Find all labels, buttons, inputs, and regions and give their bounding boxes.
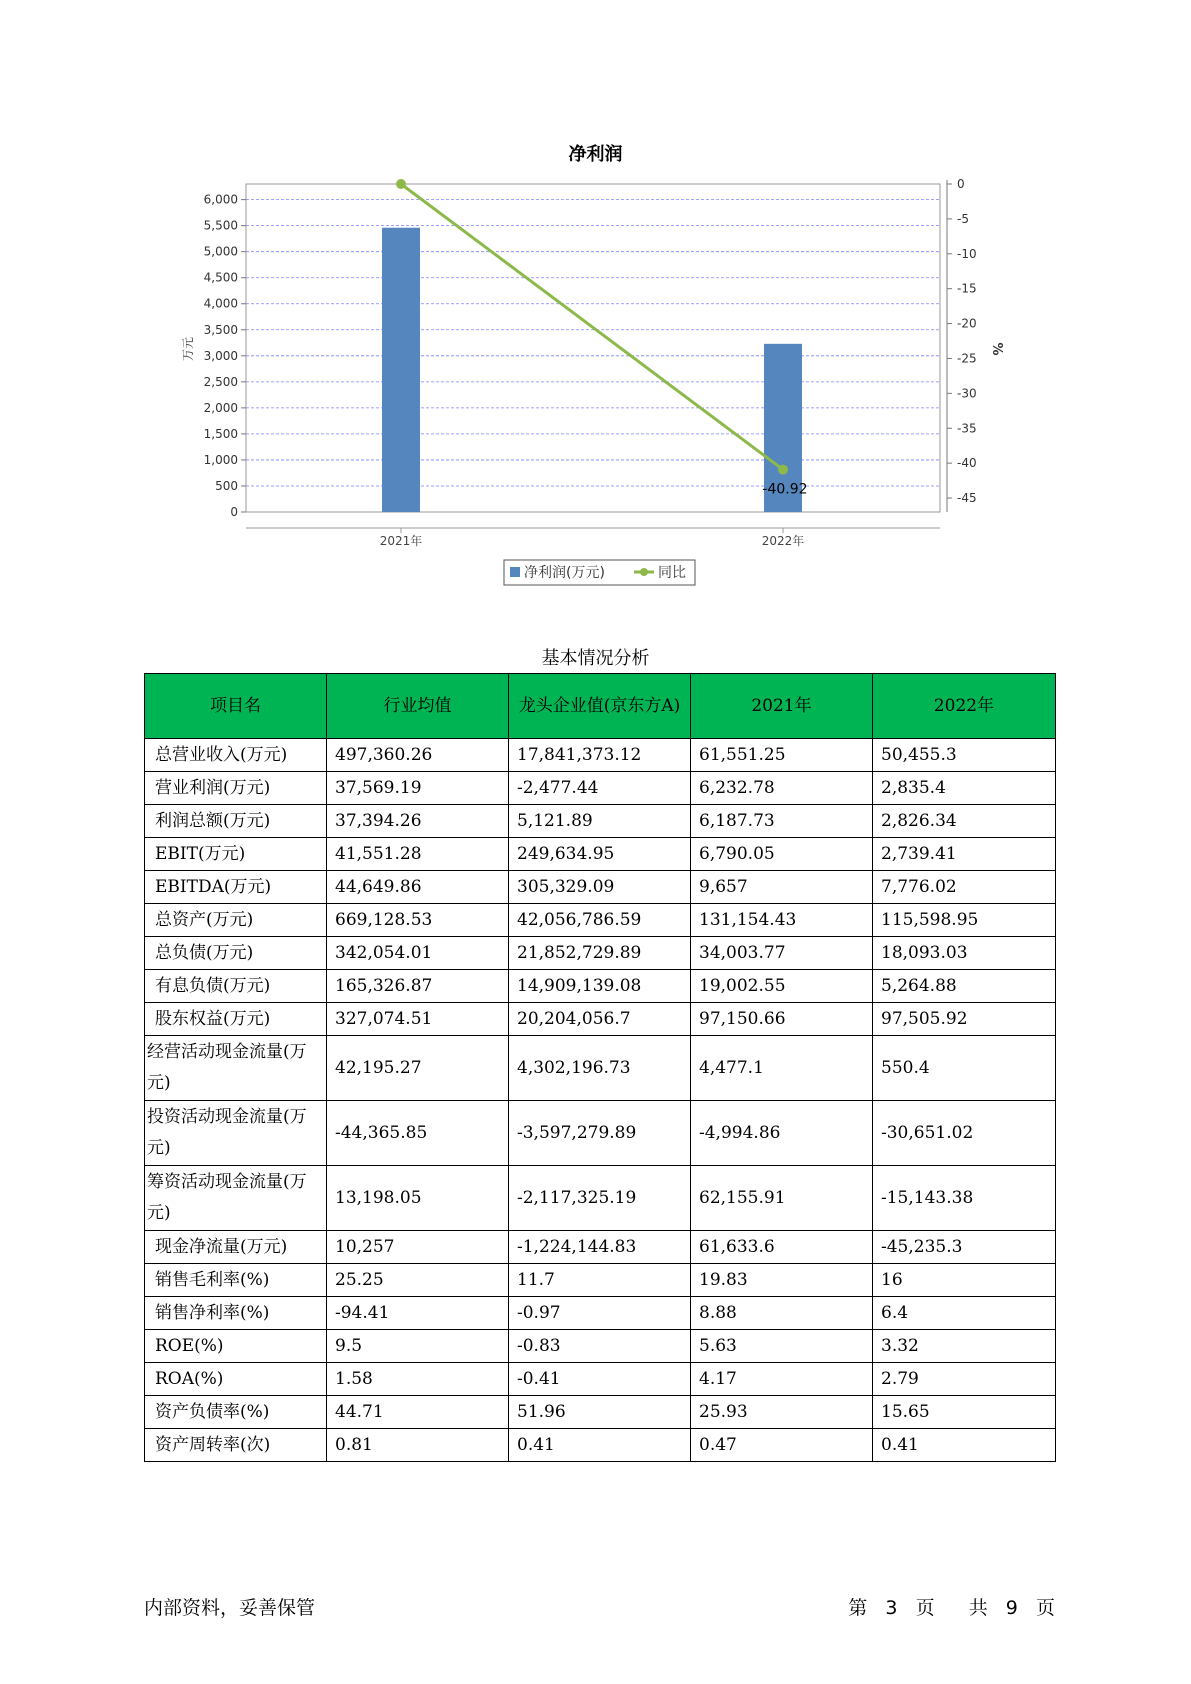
table-row [145,838,1056,871]
y-axis-label: 万元 [181,336,195,362]
table-cell: 6,187.73 [691,805,873,838]
table-cell: 9.5 [327,1330,509,1363]
row-label: EBITDA(万元) [145,871,327,904]
row-label: 资产负债率(%) [145,1396,327,1429]
y2-tick-label: -45 [957,491,977,506]
table-cell: 8.88 [691,1297,873,1330]
row-label: ROE(%) [145,1330,327,1363]
table-cell: 669,128.53 [327,904,509,937]
table-cell: 550.4 [873,1036,1056,1101]
table-row [145,1264,1056,1297]
y2-tick-label: -20 [957,316,977,331]
header-industry-average: 行业均值 [327,674,509,739]
table-cell: 497,360.26 [327,739,509,772]
table-cell: 21,852,729.89 [509,937,691,970]
table-cell: 18,093.03 [873,937,1056,970]
table-cell: 305,329.09 [509,871,691,904]
table-cell: 2,739.41 [873,838,1056,871]
table-row [145,772,1056,805]
table-cell: 115,598.95 [873,904,1056,937]
table-row [145,970,1056,1003]
row-label: 现金净流量(万元) [145,1231,327,1264]
table-cell: 131,154.43 [691,904,873,937]
table-cell: 0.41 [509,1429,691,1462]
row-label: 销售毛利率(%) [145,1264,327,1297]
data-label: -40.92 [762,481,808,498]
chart-title: 净利润 [568,144,623,165]
plot-area [246,184,940,512]
table-row [145,1166,1056,1231]
y-tick-label: 6,000 [203,192,238,207]
header-2022: 2022年 [873,674,1056,739]
table-cell: 62,155.91 [691,1166,873,1231]
row-label: 有息负债(万元) [145,970,327,1003]
row-label: ROA(%) [145,1363,327,1396]
table-cell: 327,074.51 [327,1003,509,1036]
page-word: 页 [1035,1597,1055,1619]
table-cell: 1.58 [327,1363,509,1396]
table-cell: 61,551.25 [691,739,873,772]
y-tick-label: 4,500 [203,270,238,285]
y-tick-label: 3,000 [203,348,238,363]
table-cell: 97,505.92 [873,1003,1056,1036]
table-cell: 10,257 [327,1231,509,1264]
row-label: 筹资活动现金流量(万元) [145,1166,327,1231]
table-cell: 0.81 [327,1429,509,1462]
row-label: 资产周转率(次) [145,1429,327,1462]
table-cell: -2,477.44 [509,772,691,805]
table-cell: -0.41 [509,1363,691,1396]
table-cell: -0.97 [509,1297,691,1330]
table-row [145,1003,1056,1036]
y-tick-label: 4,000 [203,296,238,311]
legend-label: 净利润(万元) [524,565,605,581]
table-row [145,1363,1056,1396]
table-cell: -94.41 [327,1297,509,1330]
table-cell: 34,003.77 [691,937,873,970]
table-row [145,871,1056,904]
table-cell: 5,264.88 [873,970,1056,1003]
line-point [778,465,788,475]
y2-tick-label: -5 [957,211,969,226]
x-tick-label: 2022年 [761,534,805,548]
row-label: 投资活动现金流量(万元) [145,1101,327,1166]
row-label: EBIT(万元) [145,838,327,871]
table-cell: 14,909,139.08 [509,970,691,1003]
table-cell: 16 [873,1264,1056,1297]
table-cell: -45,235.3 [873,1231,1056,1264]
table-row [145,1036,1056,1101]
footer-confidential-note: 内部资料，妥善保管 [144,1597,316,1619]
table-cell: 13,198.05 [327,1166,509,1231]
legend-swatch-bar [510,567,520,577]
table-cell: 0.41 [873,1429,1056,1462]
table-cell: 5.63 [691,1330,873,1363]
y-tick-label: 5,500 [203,218,238,233]
table-cell: 50,455.3 [873,739,1056,772]
table-cell: 42,195.27 [327,1036,509,1101]
table-cell: 15.65 [873,1396,1056,1429]
row-label: 利润总额(万元) [145,805,327,838]
table-row [145,1396,1056,1429]
table-cell: -15,143.38 [873,1166,1056,1231]
y-tick-label: 1,000 [203,452,238,467]
y-tick-label: 0 [230,505,238,519]
table-cell: 6,790.05 [691,838,873,871]
table-cell: 342,054.01 [327,937,509,970]
y-tick-label: 1,500 [203,426,238,441]
header-leader-value: 龙头企业值(京东方A) [509,674,691,739]
table-cell: 9,657 [691,871,873,904]
table-cell: 165,326.87 [327,970,509,1003]
page-word: 第 [848,1597,868,1619]
y2-tick-label: -10 [957,246,977,261]
bar [382,228,420,512]
table-cell: 4,302,196.73 [509,1036,691,1101]
table-cell: 3.32 [873,1330,1056,1363]
x-tick-label: 2021年 [379,534,423,548]
page-number: 3 [885,1597,898,1619]
y2-tick-label: -25 [957,351,977,366]
table-cell: 42,056,786.59 [509,904,691,937]
table-cell: 2,835.4 [873,772,1056,805]
table-cell: -0.83 [509,1330,691,1363]
y-tick-label: 2,500 [203,374,238,389]
row-label: 总负债(万元) [145,937,327,970]
table-cell: 0.47 [691,1429,873,1462]
table-row [145,739,1056,772]
table-cell: 6.4 [873,1297,1056,1330]
y2-tick-label: -15 [957,281,977,296]
row-label: 营业利润(万元) [145,772,327,805]
legend-label: 同比 [658,565,686,581]
table-row [145,805,1056,838]
table-cell: 97,150.66 [691,1003,873,1036]
table-row [145,1297,1056,1330]
y2-tick-label: 0 [957,177,965,191]
y-tick-label: 2,000 [203,400,238,415]
table-caption: 基本情况分析 [541,648,650,669]
table-cell: -1,224,144.83 [509,1231,691,1264]
table-cell: 44,649.86 [327,871,509,904]
y2-tick-label: -40 [957,456,977,471]
table-cell: -3,597,279.89 [509,1101,691,1166]
page-word: 页 [915,1597,935,1619]
header-item-name: 项目名 [145,674,327,739]
table-cell: 19.83 [691,1264,873,1297]
y2-tick-label: -35 [957,421,977,436]
table-cell: 7,776.02 [873,871,1056,904]
y-tick-label: 5,000 [203,244,238,259]
line-point [396,179,406,189]
footer-page-info [848,1593,1055,1620]
table-cell: 17,841,373.12 [509,739,691,772]
header-2021: 2021年 [691,674,873,739]
table-cell: 37,569.19 [327,772,509,805]
table-row [145,1231,1056,1264]
total-pages: 9 [1005,1597,1018,1619]
table-cell: -30,651.02 [873,1101,1056,1166]
table-cell: 20,204,056.7 [509,1003,691,1036]
row-label: 总营业收入(万元) [145,739,327,772]
basic-analysis-table [144,673,1056,1462]
table-cell: -4,994.86 [691,1101,873,1166]
net-profit-chart [0,0,1191,600]
yoy-line [401,184,783,470]
row-label: 销售净利率(%) [145,1297,327,1330]
table-cell: 61,633.6 [691,1231,873,1264]
table-cell: 25.25 [327,1264,509,1297]
table-row [145,1429,1056,1462]
row-label: 经营活动现金流量(万元) [145,1036,327,1101]
table-cell: 4,477.1 [691,1036,873,1101]
table-cell: 5,121.89 [509,805,691,838]
table-cell: 19,002.55 [691,970,873,1003]
row-label: 总资产(万元) [145,904,327,937]
table-cell: -44,365.85 [327,1101,509,1166]
legend-swatch-point [640,568,648,576]
table-row [145,1330,1056,1363]
table-cell: 6,232.78 [691,772,873,805]
table-row [145,904,1056,937]
table-cell: -2,117,325.19 [509,1166,691,1231]
table-cell: 25.93 [691,1396,873,1429]
table-cell: 37,394.26 [327,805,509,838]
y2-axis-label: % [989,342,1004,356]
table-row [145,1101,1056,1166]
y2-tick-label: -30 [957,386,977,401]
table-cell: 2,826.34 [873,805,1056,838]
total-word: 共 [968,1597,988,1619]
table-cell: 4.17 [691,1363,873,1396]
table-header-row [145,674,1056,739]
table-cell: 44.71 [327,1396,509,1429]
y-tick-label: 3,500 [203,322,238,337]
table-cell: 11.7 [509,1264,691,1297]
table-cell: 2.79 [873,1363,1056,1396]
row-label: 股东权益(万元) [145,1003,327,1036]
table-cell: 41,551.28 [327,838,509,871]
y-tick-label: 500 [215,478,238,493]
table-row [145,937,1056,970]
table-cell: 51.96 [509,1396,691,1429]
table-cell: 249,634.95 [509,838,691,871]
